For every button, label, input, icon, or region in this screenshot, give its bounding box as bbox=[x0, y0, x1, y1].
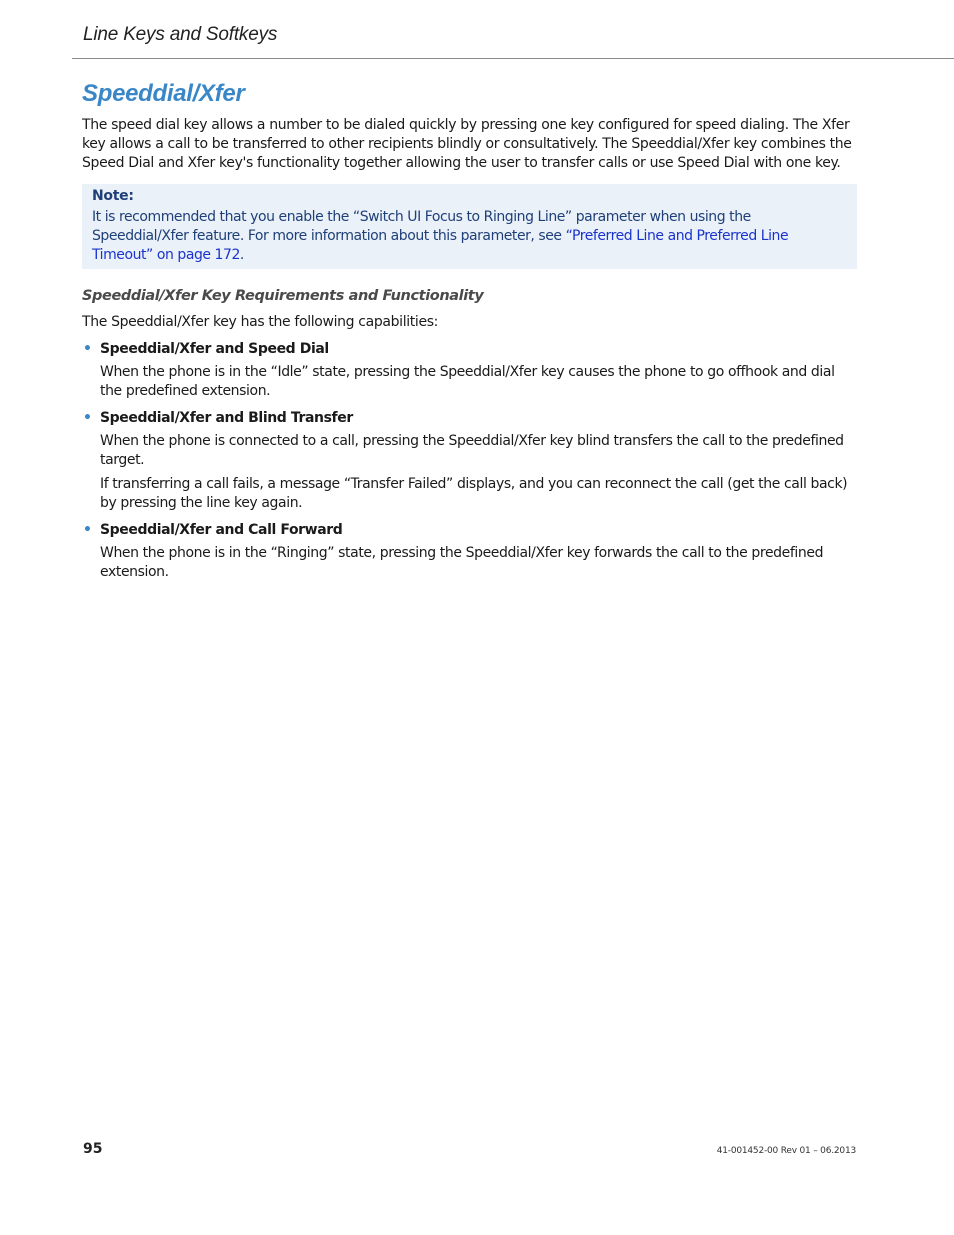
capability-title bbox=[82, 340, 857, 358]
page-number: 95 bbox=[83, 1141, 103, 1157]
header-rule bbox=[72, 58, 954, 59]
preferred-line-link[interactable]: “Preferred Line and Preferred Line Timeout” on page 172 bbox=[92, 228, 789, 264]
section-subheading: Speeddial/Xfer Key Requirements and Functionality bbox=[82, 288, 484, 305]
note-suffix: . bbox=[239, 247, 244, 264]
bullet-icon: • bbox=[83, 341, 92, 358]
capability-title-text: Speeddial/Xfer and Speed Dial bbox=[100, 341, 329, 358]
capability-description: When the phone is connected to a call, pressing the Speeddial/Xfer key blind transfers the call to the predefined target. bbox=[100, 433, 844, 469]
capability-description: If transferring a call fails, a message “Transfer Failed” displays, and you can reconnect the call (get the call back) by pressing the line key again. bbox=[100, 476, 848, 512]
bullet-icon: • bbox=[83, 410, 92, 427]
capability-title bbox=[82, 521, 857, 539]
capabilities-list bbox=[82, 340, 857, 582]
capability-description: When the phone is in the “Ringing” state, pressing the Speeddial/Xfer key forwards the call to the predefined extension. bbox=[100, 545, 824, 581]
capability-title-text: Speeddial/Xfer and Call Forward bbox=[100, 522, 343, 539]
note-text: It is recommended that you enable the “Switch UI Focus to Ringing Line” parameter when using the Speeddial/Xfer feature. For more information about this parameter, see bbox=[92, 209, 751, 245]
note-label: Note: bbox=[92, 188, 134, 205]
capabilities-lead: The Speeddial/Xfer key has the following capabilities: bbox=[82, 314, 439, 331]
capability-description: When the phone is in the “Idle” state, pressing the Speeddial/Xfer key causes the phone to go offhook and dial the predefined extension. bbox=[100, 364, 835, 400]
capability-item bbox=[82, 521, 857, 582]
note-body bbox=[92, 208, 848, 265]
running-header: Line Keys and Softkeys bbox=[83, 24, 278, 45]
document-id: 41-001452-00 Rev 01 – 06.2013 bbox=[716, 1146, 856, 1156]
capability-title-text: Speeddial/Xfer and Blind Transfer bbox=[100, 410, 353, 427]
page-title: Speeddial/Xfer bbox=[82, 80, 245, 107]
capability-item bbox=[82, 409, 857, 513]
bullet-icon: • bbox=[83, 522, 92, 539]
capability-title bbox=[82, 409, 857, 427]
note-box bbox=[82, 184, 857, 269]
intro-paragraph: The speed dial key allows a number to be dialed quickly by pressing one key configured for speed dialing. The Xfer key allows a call to be transferred to other recipients blindly or consultatively. The Speeddial/Xfer key combines the Speed Dial and Xfer key's functionality together allowing the user to transfer calls or use Speed Dial with one key. bbox=[82, 117, 852, 171]
capability-item bbox=[82, 340, 857, 401]
main-content bbox=[82, 116, 857, 582]
